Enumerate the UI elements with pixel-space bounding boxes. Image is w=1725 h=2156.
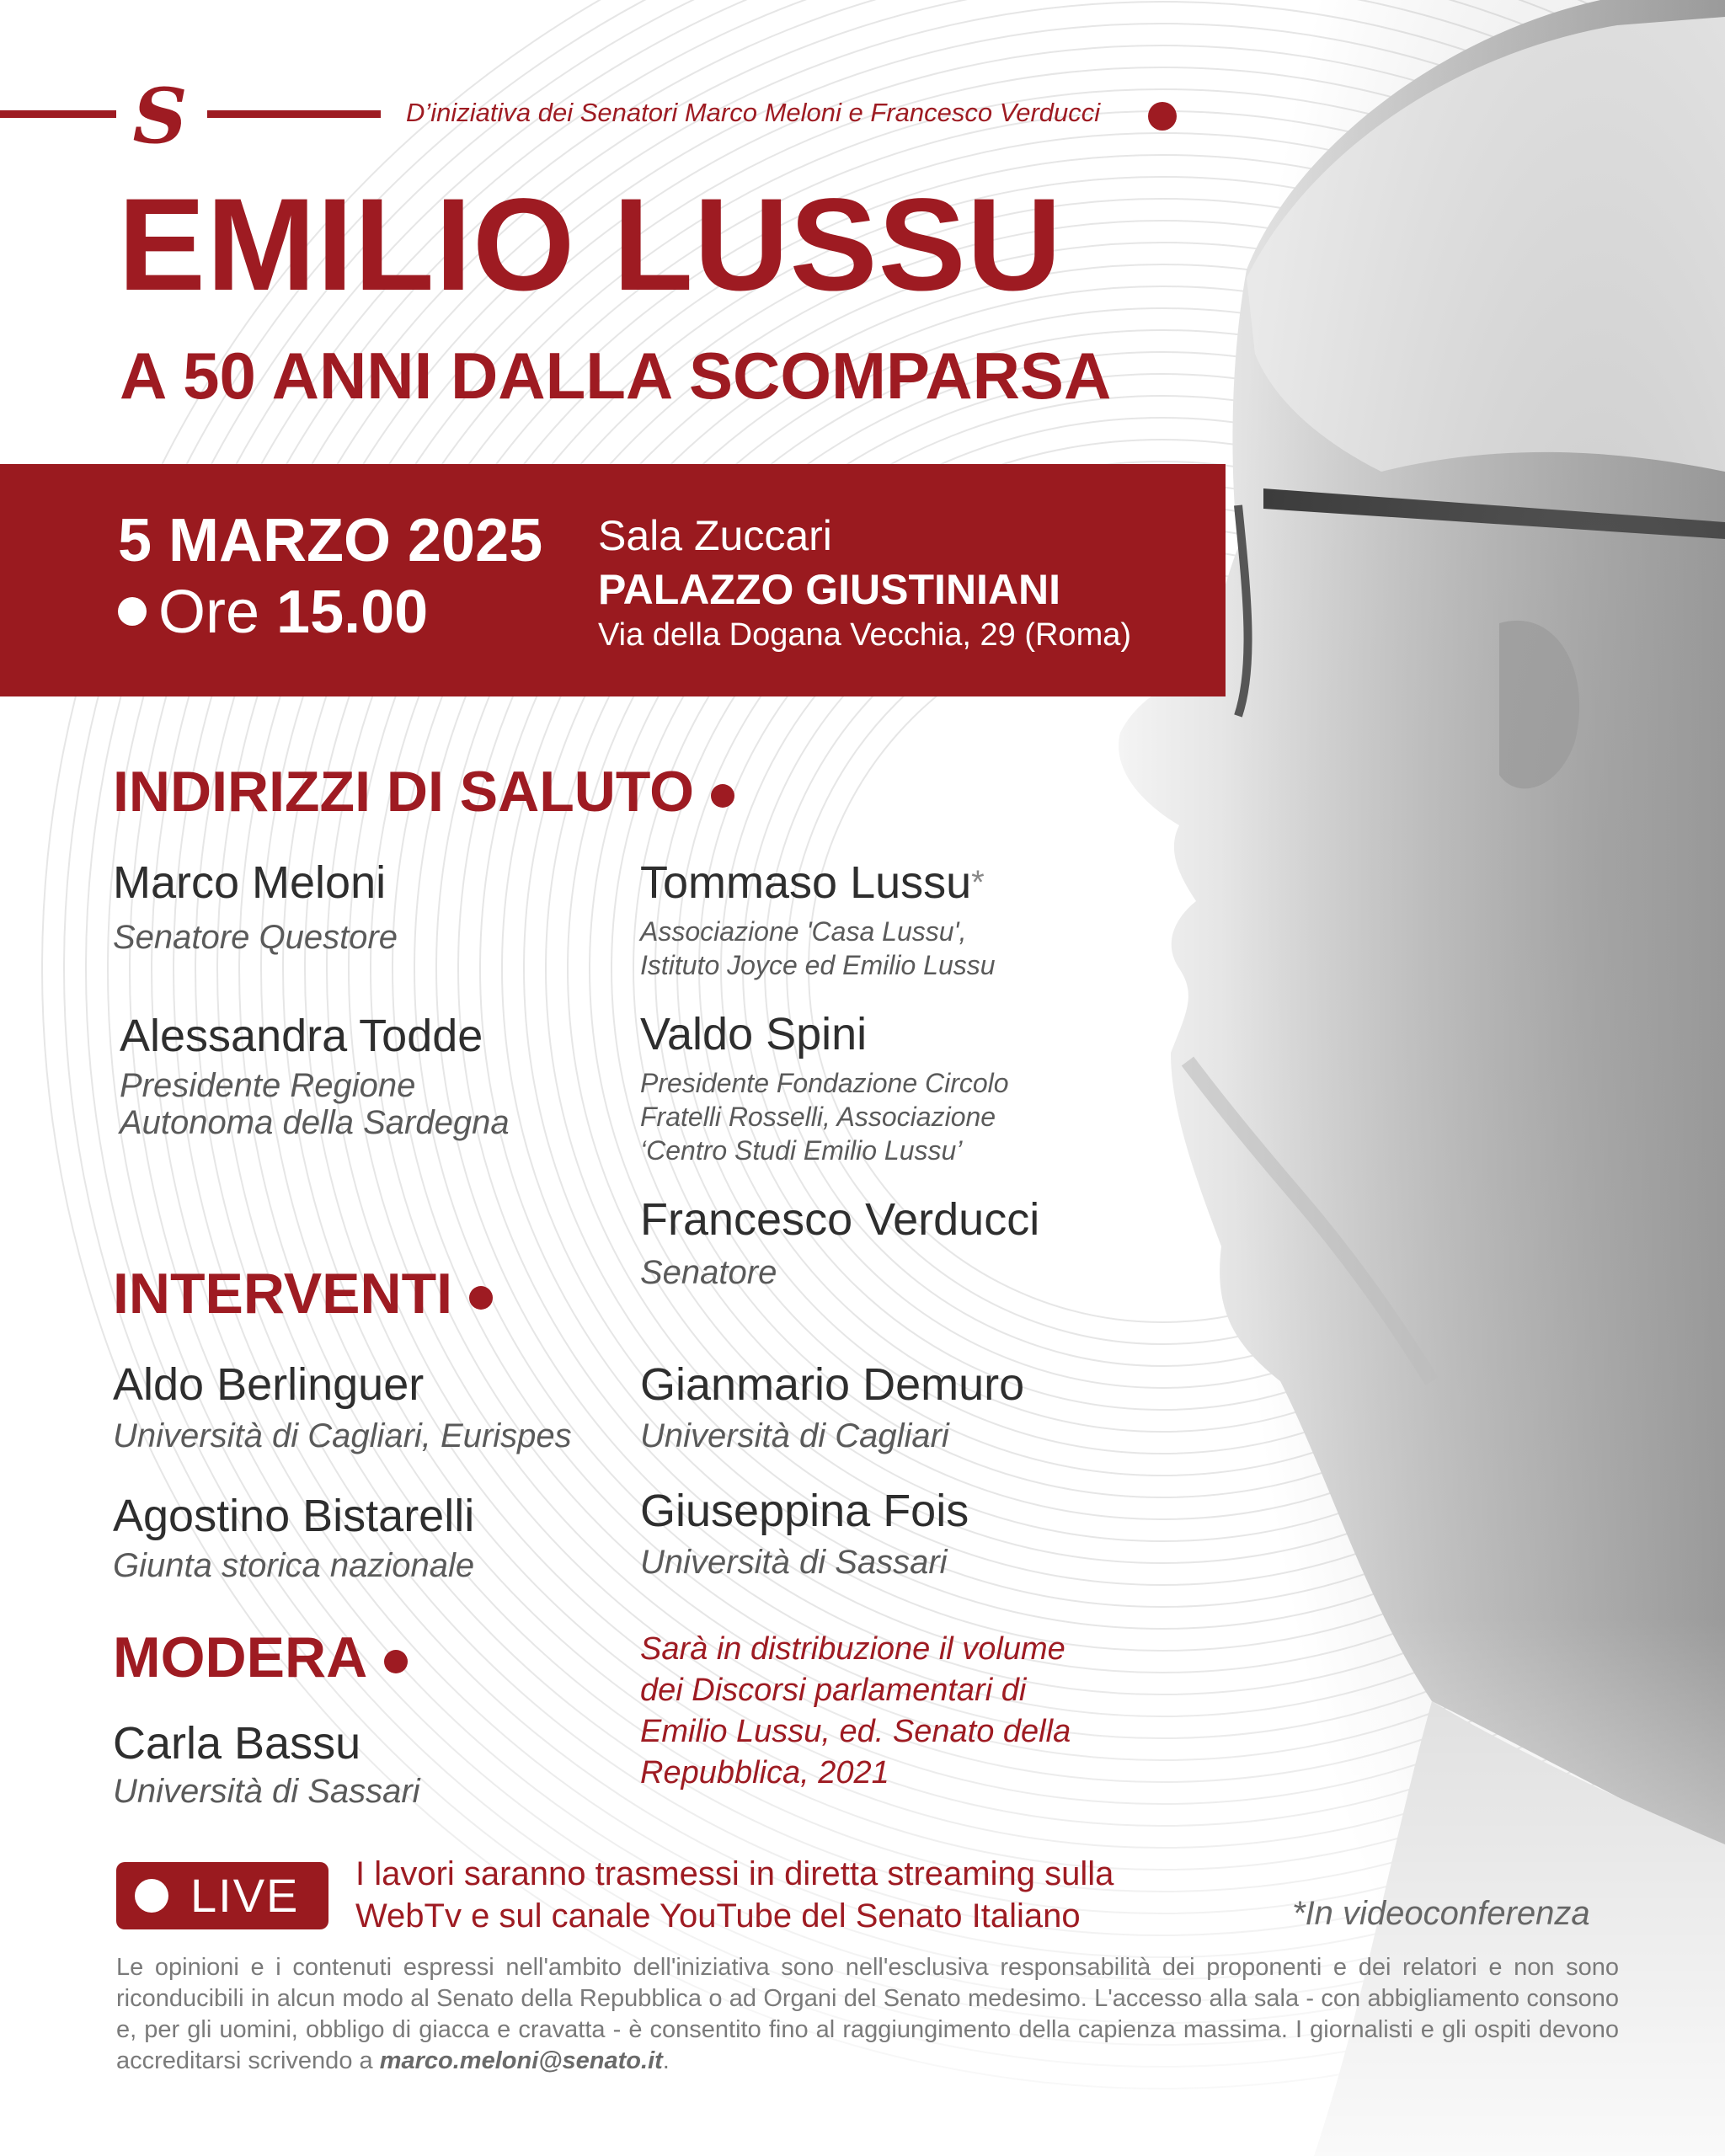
header-rule-left (0, 110, 116, 118)
initiative-line: D’iniziativa dei Senatori Marco Meloni e Francesco Verducci (406, 98, 1101, 127)
section-greetings-label: INDIRIZZI DI SALUTO (113, 760, 695, 824)
speaker-role: ‘Centro Studi Emilio Lussu’ (640, 1135, 963, 1166)
time-dot (118, 597, 147, 626)
live-dot-icon (135, 1879, 168, 1913)
section-dot (711, 784, 734, 808)
book-note (640, 1629, 1071, 1794)
speaker-name: Francesco Verducci (640, 1194, 1040, 1245)
speaker-name (640, 856, 985, 910)
book-note-line: dei Discorsi parlamentari di (640, 1673, 1027, 1708)
live-line: I lavori saranno trasmessi in diretta streaming sulla (355, 1855, 1114, 1892)
event-date: 5 MARZO 2025 (118, 507, 543, 574)
speaker-name: Marco Meloni (113, 857, 387, 908)
disclaimer (116, 1952, 1619, 2077)
section-moderator (113, 1624, 408, 1691)
speaker-role: Fratelli Rosselli, Associazione (640, 1102, 996, 1132)
senate-logo: S (132, 72, 188, 161)
time-value: 15.00 (276, 579, 429, 646)
venue-room: Sala Zuccari (598, 512, 832, 559)
page-title: EMILIO LUSSU (118, 172, 1063, 318)
speaker-role: Senatore Questore (113, 919, 398, 956)
time-prefix: Ore (158, 579, 260, 646)
event-time (118, 576, 428, 648)
page-subtitle: A 50 ANNI DALLA SCOMPARSA (120, 339, 1112, 413)
live-label: LIVE (190, 1869, 300, 1922)
asterisk-mark: * (971, 864, 985, 901)
speaker-role: Giunta storica nazionale (113, 1547, 475, 1584)
speaker-name: Gianmario Demuro (640, 1359, 1025, 1410)
speaker-role: Presidente Regione (120, 1067, 416, 1104)
header-rule-right (207, 110, 381, 118)
live-badge (116, 1862, 328, 1929)
speaker-name-text: Tommaso Lussu (640, 857, 972, 908)
book-note-line: Sarà in distribuzione il volume (640, 1631, 1065, 1667)
speaker-name: Valdo Spini (640, 1009, 868, 1059)
moderator-name: Carla Bassu (113, 1718, 361, 1769)
speaker-role: Senatore (640, 1254, 777, 1291)
contact-email[interactable]: marco.meloni@senato.it (379, 2047, 663, 2074)
speaker-name: Agostino Bistarelli (113, 1491, 475, 1541)
section-moderator-label: MODERA (113, 1625, 368, 1689)
book-note-line: Emilio Lussu, ed. Senato della (640, 1714, 1071, 1749)
section-talks (113, 1260, 493, 1327)
section-dot (384, 1650, 408, 1673)
disclaimer-text: Le opinioni e i contenuti espressi nell'ambito dell'iniziativa sono nell'esclusiva responsabilità dei proponenti e dei relatori e non sono riconducibili in alcun modo al Senato della Repubblica o ad Organi del Senato medesimo. L'accesso alla sala - con abbigliamento consono e, per gli uomini, obbligo di giacca e cravatta - è consentito fino al raggiungimento della capienza massima. I giornalisti e gli ospiti devono accreditarsi scrivendo a (116, 1954, 1619, 2074)
speaker-name: Giuseppina Fois (640, 1486, 969, 1536)
venue-address: Via della Dogana Vecchia, 29 (Roma) (598, 617, 1132, 653)
section-greetings (113, 758, 734, 825)
venue-palace: PALAZZO GIUSTINIANI (598, 566, 1061, 613)
speaker-name: Aldo Berlinguer (113, 1359, 425, 1410)
speaker-role: Università di Sassari (640, 1544, 948, 1581)
speaker-role: Associazione 'Casa Lussu', (640, 916, 967, 947)
book-note-line: Repubblica, 2021 (640, 1755, 889, 1790)
disclaimer-end: . (662, 2047, 670, 2074)
section-talks-label: INTERVENTI (113, 1262, 453, 1326)
header-dot (1148, 102, 1177, 131)
section-dot (469, 1286, 493, 1310)
speaker-role: Autonoma della Sardegna (120, 1104, 510, 1141)
speaker-role: Presidente Fondazione Circolo (640, 1068, 1009, 1098)
speaker-role: Università di Cagliari (640, 1417, 949, 1454)
moderator-role: Università di Sassari (113, 1773, 420, 1810)
speaker-role: Istituto Joyce ed Emilio Lussu (640, 950, 996, 980)
live-streaming-info (355, 1853, 1114, 1937)
videoconference-note: *In videoconferenza (1292, 1895, 1590, 1932)
live-line: WebTv e sul canale YouTube del Senato Italiano (355, 1897, 1081, 1935)
speaker-name: Alessandra Todde (120, 1011, 483, 1061)
speaker-role: Università di Cagliari, Eurispes (113, 1417, 572, 1454)
